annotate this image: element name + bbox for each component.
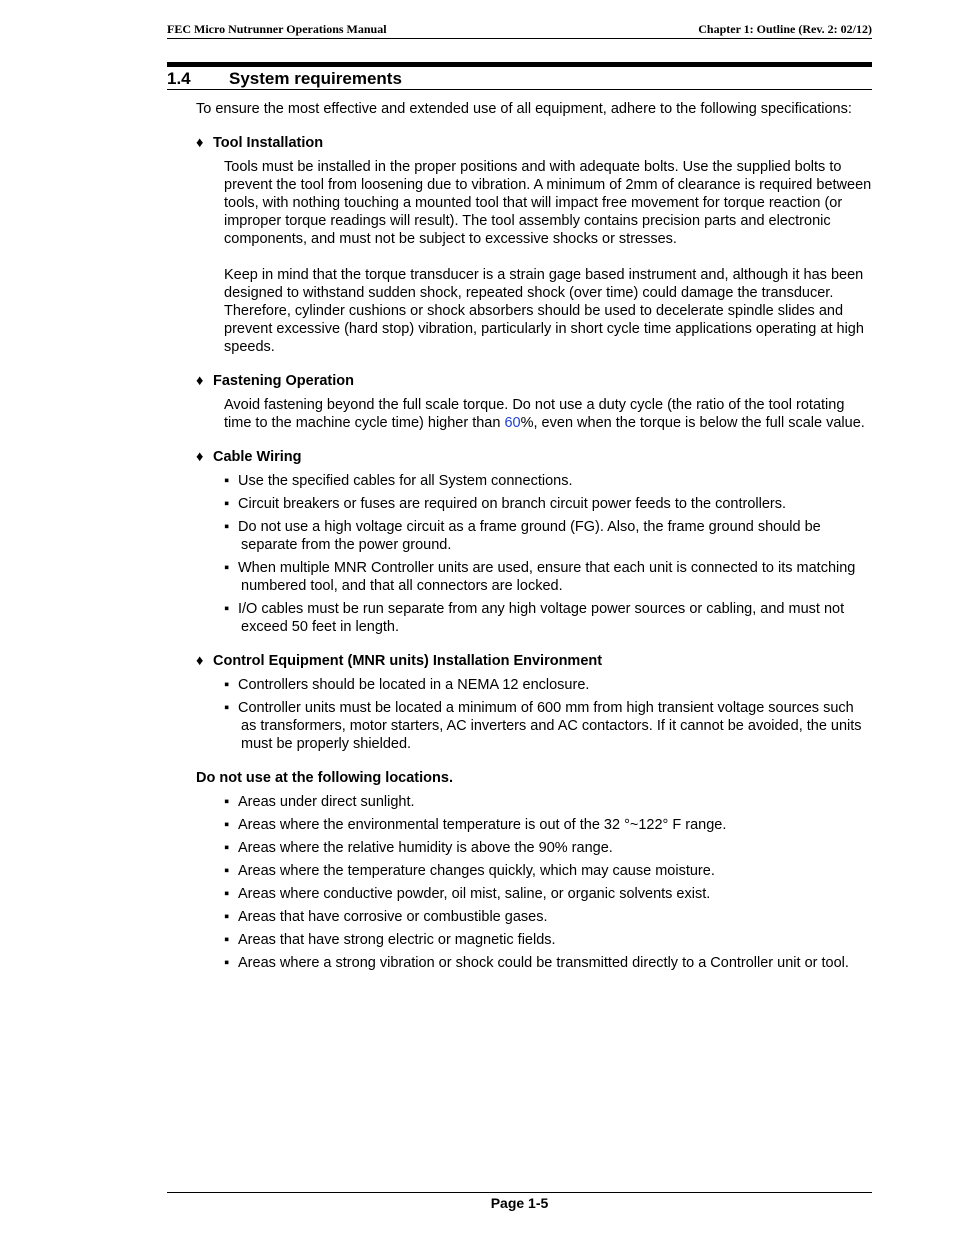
control-equipment-list [196,676,872,753]
duty-cycle-text: Avoid fastening beyond the full scale torque. Do not use a duty cycle (the ratio of the tool rotating time to the machine cycle time) higher than [224,397,845,431]
chapter-revision: Chapter 1: Outline (Rev. 2: 02/12) [698,22,872,36]
list-item: ▪ Areas under direct sunlight. [224,794,415,810]
list-item: ▪ Circuit breakers or fuses are required on branch circuit power feeds to the controllers. [224,496,787,512]
cable-wiring-heading [196,448,872,466]
section-rule [167,62,872,67]
tool-installation-title: Tool Installation [213,135,324,151]
square-bullet-icon: ▪ [224,886,230,902]
page-number: Page 1-5 [490,1195,549,1211]
section-heading [167,69,872,90]
square-bullet-icon: ▪ [224,677,230,693]
running-header [167,22,872,39]
list-item: ▪ Areas where conductive powder, oil mist, saline, or organic solvents exist. [224,886,711,902]
list-item: ▪ Do not use a high voltage circuit as a frame ground (FG). Also, the frame ground should be separate from the power ground. [224,519,821,553]
square-bullet-icon: ▪ [224,560,230,576]
list-item: ▪ Areas where the temperature changes quickly, which may cause moisture. [224,863,715,879]
square-bullet-icon: ▪ [224,840,230,856]
list-item: ▪ Areas that have strong electric or magnetic fields. [224,932,556,948]
list-item: ▪ Areas where the environmental temperature is out of the 32 °~122° F range. [224,817,727,833]
square-bullet-icon: ▪ [224,519,230,535]
section-number: 1.4 [167,69,191,88]
diamond-bullet-icon: ♦ [196,373,204,389]
square-bullet-icon: ▪ [224,496,230,512]
manual-title: FEC Micro Nutrunner Operations Manual [167,22,387,36]
intro-paragraph: To ensure the most effective and extended use of all equipment, adhere to the following specifications: [196,101,852,117]
list-item: ▪ Controllers should be located in a NEMA 12 enclosure. [224,677,590,693]
locations-list [196,793,872,972]
tool-installation-paragraph: Tools must be installed in the proper positions and with adequate bolts. Use the supplied bolts to prevent the tool from loosening due to vibration. A minimum of 2mm of clearance is required between tools, with nothing touching a mounted tool that will impact free movement for torque reaction (or improper torque readings will result). The tool assembly contains precision parts and electronic components, and must not be subject to excessive shocks or stresses. [224,159,872,247]
diamond-bullet-icon: ♦ [196,449,204,465]
diamond-bullet-icon: ♦ [196,653,204,669]
control-equipment-title: Control Equipment (MNR units) Installation Environment [213,653,603,669]
square-bullet-icon: ▪ [224,473,230,489]
square-bullet-icon: ▪ [224,955,230,971]
list-item: ▪ Areas where a strong vibration or shock could be transmitted directly to a Controller unit or tool. [224,955,849,971]
list-item: ▪ When multiple MNR Controller units are used, ensure that each unit is connected to its matching numbered tool, and that all connectors are locked. [224,560,856,594]
tool-installation-heading [196,134,872,152]
torque-transducer-paragraph: Keep in mind that the torque transducer is a strain gage based instrument and, although it has been designed to withstand sudden shock, repeated shock (over time) could damage the transducer. Therefore, cylinder cushions or shock absorbers should be used to decelerate spindle slides and prevent excessive (hard stop) vibration, particularly in short cycle time applications operating at high speeds. [224,267,864,355]
square-bullet-icon: ▪ [224,794,230,810]
square-bullet-icon: ▪ [224,601,230,617]
diamond-bullet-icon: ♦ [196,135,204,151]
fastening-operation-title: Fastening Operation [213,373,354,389]
fastening-operation-heading [196,372,872,390]
section-body [196,100,872,988]
duty-cycle-value: 60 [504,415,521,431]
locations-heading: Do not use at the following locations. [196,770,453,786]
cable-wiring-list [196,472,872,636]
duty-cycle-text-end: %, even when the torque is below the full scale value. [520,415,865,431]
square-bullet-icon: ▪ [224,909,230,925]
square-bullet-icon: ▪ [224,817,230,833]
square-bullet-icon: ▪ [224,863,230,879]
cable-wiring-title: Cable Wiring [213,449,302,465]
list-item: ▪ I/O cables must be run separate from any high voltage power sources or cabling, and must not exceed 50 feet in length. [224,601,845,635]
list-item: ▪ Areas where the relative humidity is above the 90% range. [224,840,613,856]
list-item: ▪ Use the specified cables for all System connections. [224,473,573,489]
square-bullet-icon: ▪ [224,932,230,948]
fastening-operation-paragraph [224,396,872,432]
section-title: System requirements [229,69,402,88]
running-footer [167,1192,872,1211]
list-item: ▪ Controller units must be located a minimum of 600 mm from high transient voltage sources such as transformers, motor starters, AC inverters and AC contactors. If it cannot be avoided, the units must be properly shielded. [224,700,862,752]
list-item: ▪ Areas that have corrosive or combustible gases. [224,909,548,925]
square-bullet-icon: ▪ [224,700,230,716]
control-equipment-heading [196,652,872,670]
